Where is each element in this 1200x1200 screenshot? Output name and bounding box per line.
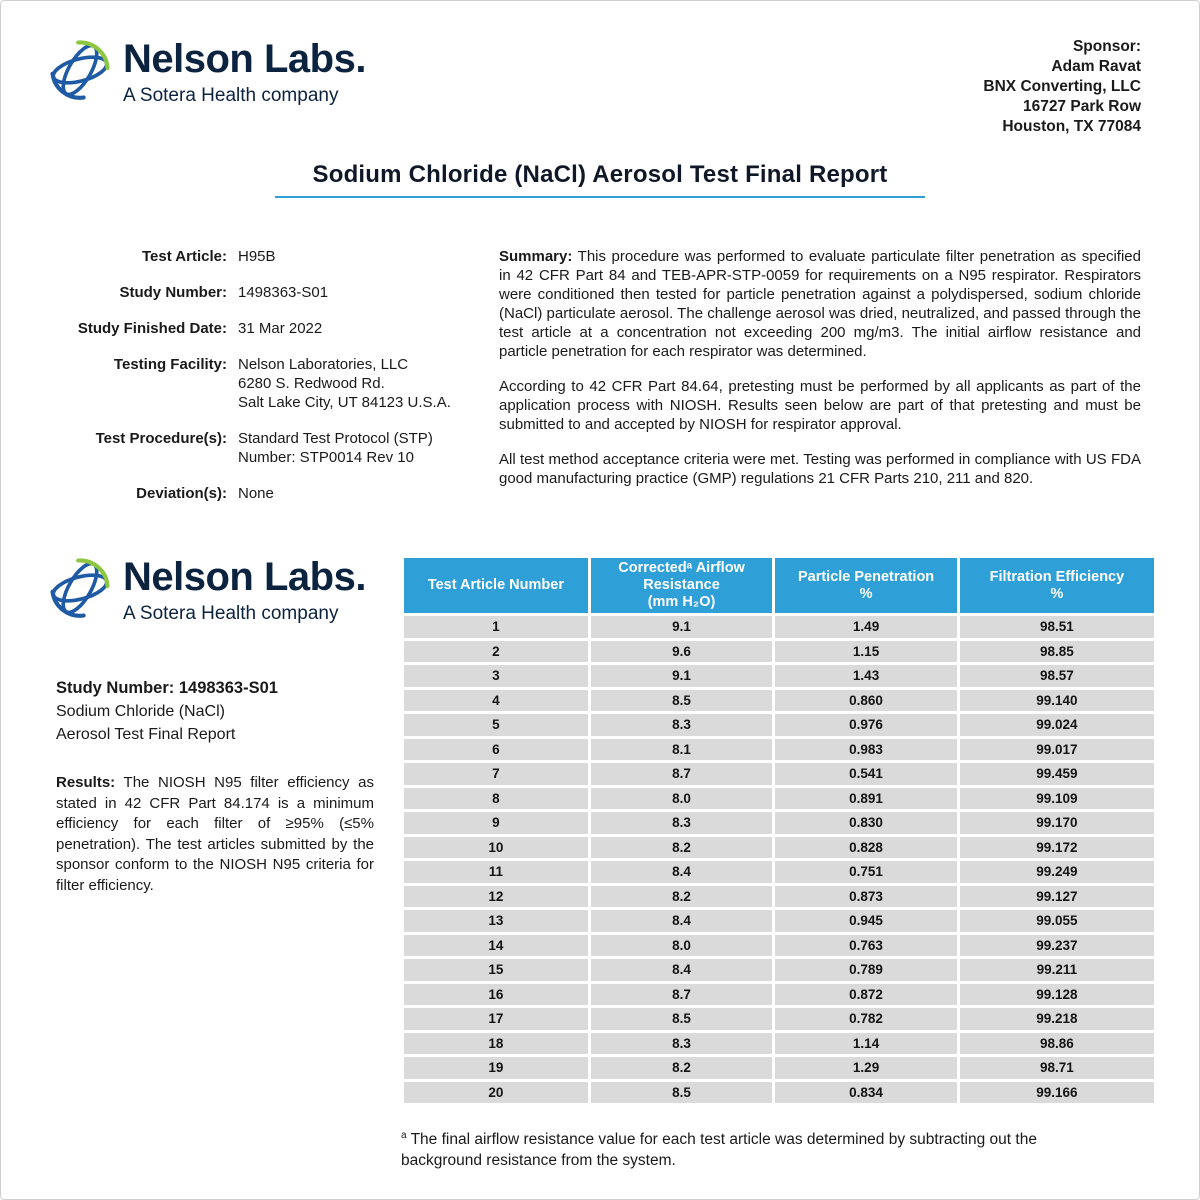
- table-cell: 8.4: [591, 910, 773, 932]
- column-header: [960, 558, 1154, 613]
- sponsor-label: Sponsor:: [1072, 38, 1141, 55]
- table-cell: 8.3: [591, 1033, 773, 1055]
- logo-text: [123, 555, 366, 625]
- table-cell: 8.3: [591, 714, 773, 736]
- table-cell: 99.109: [960, 788, 1154, 810]
- table-cell: 1.29: [775, 1057, 957, 1079]
- logo-wordmark: Nelson Labs.: [123, 555, 366, 599]
- table-cell: 0.983: [775, 739, 957, 761]
- table-cell: 19: [404, 1057, 588, 1079]
- table-cell: 8.4: [591, 861, 773, 883]
- table-cell: 99.249: [960, 861, 1154, 883]
- table-cell: 20: [404, 1082, 588, 1104]
- page-title: Sodium Chloride (NaCl) Aerosol Test Final Report: [312, 161, 888, 188]
- table-cell: 8.2: [591, 886, 773, 908]
- table-cell: 99.218: [960, 1008, 1154, 1030]
- nelson-labs-logo-second: [47, 555, 366, 625]
- table-cell: 12: [404, 886, 588, 908]
- table-cell: 7: [404, 763, 588, 785]
- table-cell: 14: [404, 935, 588, 957]
- footnote-text: The final airflow resistance value for each test article was determined by subtracting out the background resistance from the system.: [401, 1131, 1037, 1170]
- table-cell: 8.4: [591, 959, 773, 981]
- info-field: [49, 429, 475, 467]
- table-cell: 13: [404, 910, 588, 932]
- nelson-labs-logo: [47, 37, 366, 107]
- column-header-line: %: [859, 585, 873, 602]
- column-header-line: Filtration Efficiency: [989, 568, 1125, 585]
- table-cell: 9.1: [591, 616, 773, 638]
- logo-wordmark: Nelson Labs.: [123, 37, 366, 81]
- summary-label: Summary:: [499, 248, 573, 265]
- logo-tagline: A Sotera Health company: [123, 603, 339, 624]
- table-row: [404, 910, 1154, 932]
- table-row: [404, 665, 1154, 687]
- results-label: Results:: [56, 774, 116, 791]
- table-row: [404, 763, 1154, 785]
- table-cell: 99.459: [960, 763, 1154, 785]
- column-header-line: Resistance: [643, 577, 720, 593]
- sponsor-line: 16727 Park Row: [1022, 98, 1141, 115]
- info-field: [49, 355, 475, 412]
- table-cell: 99.140: [960, 690, 1154, 712]
- table-cell: 4: [404, 690, 588, 712]
- table-cell: 9.1: [591, 665, 773, 687]
- table-cell: 0.891: [775, 788, 957, 810]
- column-header-line: Correctedᵃ Airflow: [618, 560, 745, 576]
- summary-block: [499, 247, 1141, 504]
- field-label: Test Procedure(s):: [95, 430, 227, 447]
- table-cell: 99.170: [960, 812, 1154, 834]
- table-row: [404, 1033, 1154, 1055]
- table-cell: 0.828: [775, 837, 957, 859]
- table-row: [404, 1008, 1154, 1030]
- table-cell: 8.5: [591, 690, 773, 712]
- table-row: [404, 984, 1154, 1006]
- sponsor-line: Houston, TX 77084: [1002, 118, 1141, 135]
- table-cell: 8.0: [591, 935, 773, 957]
- results-table-section: [401, 555, 1157, 1106]
- table-cell: 0.834: [775, 1082, 957, 1104]
- table-cell: 8.0: [591, 788, 773, 810]
- table-cell: 6: [404, 739, 588, 761]
- table-cell: 99.055: [960, 910, 1154, 932]
- table-row: [404, 861, 1154, 883]
- info-field: [49, 247, 475, 266]
- column-header: [404, 558, 588, 613]
- table-cell: 2: [404, 641, 588, 663]
- table-cell: 98.86: [960, 1033, 1154, 1055]
- summary-text-1: This procedure was performed to evaluate particulate filter penetration as specified in 42 CFR Part 84 and TEB-APR-STP-0059 for requirements on a N95 respirator. Respirators were conditioned then tested for particle penetration against a polydispersed, sodium chloride (NaCl) particulate aerosol. The challenge aerosol was dried, neutralized, and passed through the test article at a concentration not exceeding 200 mg/m3. The initial airflow resistance and particle penetration for each respirator was determined.: [499, 248, 1141, 360]
- field-value: [238, 283, 328, 302]
- table-row: [404, 739, 1154, 761]
- table-cell: 8.7: [591, 984, 773, 1006]
- field-value-line: 6280 S. Redwood Rd.: [238, 375, 385, 392]
- info-field: [49, 484, 475, 503]
- summary-paragraph-1: [499, 247, 1141, 361]
- table-row: [404, 1057, 1154, 1079]
- table-row: [404, 837, 1154, 859]
- sponsor-line: Adam Ravat: [1051, 58, 1141, 75]
- summary-paragraph-2: According to 42 CFR Part 84.64, pretesting must be performed by all applicants as part of the application process with NIOSH. Results seen below are part of that pretesting and must be submitted to and accepted by NIOSH for respirator approval.: [499, 378, 1141, 433]
- field-value: [238, 355, 451, 412]
- logo-tagline: A Sotera Health company: [123, 85, 339, 106]
- table-cell: 0.976: [775, 714, 957, 736]
- table-cell: 0.860: [775, 690, 957, 712]
- title-underline: [275, 196, 925, 198]
- table-cell: 8.5: [591, 1008, 773, 1030]
- table-cell: 11: [404, 861, 588, 883]
- info-field: [49, 319, 475, 338]
- table-cell: 0.945: [775, 910, 957, 932]
- table-cell: 98.85: [960, 641, 1154, 663]
- field-value: [238, 484, 274, 503]
- table-cell: 3: [404, 665, 588, 687]
- field-value-line: Nelson Laboratories, LLC: [238, 356, 409, 373]
- table-footnote: [401, 1125, 1111, 1171]
- table-cell: 0.873: [775, 886, 957, 908]
- table-cell: 99.166: [960, 1082, 1154, 1104]
- field-value-line: Salt Lake City, UT 84123 U.S.A.: [238, 394, 451, 411]
- table-cell: 16: [404, 984, 588, 1006]
- table-cell: 9: [404, 812, 588, 834]
- nelson-labs-logo-icon: [47, 37, 113, 103]
- results-table-body: [404, 616, 1154, 1103]
- table-row: [404, 935, 1154, 957]
- results-text: The NIOSH N95 filter efficiency as stated in 42 CFR Part 84.174 is a minimum efficiency for each filter of ≥95% (≤5% penetration). The test articles submitted by the sponsor conform to the NIOSH N95 criteria for filter efficiency.: [56, 774, 374, 894]
- table-cell: 1.43: [775, 665, 957, 687]
- field-value-line: 31 Mar 2022: [238, 320, 323, 337]
- table-cell: 99.237: [960, 935, 1154, 957]
- table-cell: 99.128: [960, 984, 1154, 1006]
- table-cell: 99.172: [960, 837, 1154, 859]
- table-cell: 8.2: [591, 837, 773, 859]
- table-cell: 9.6: [591, 641, 773, 663]
- table-cell: 8.2: [591, 1057, 773, 1079]
- study-number: Study Number: 1498363-S01: [56, 679, 278, 697]
- footnote-marker: a: [401, 1130, 407, 1141]
- table-cell: 99.127: [960, 886, 1154, 908]
- study-subtitle-2: Aerosol Test Final Report: [56, 726, 236, 743]
- sponsor-block: [983, 37, 1141, 137]
- table-cell: 1.15: [775, 641, 957, 663]
- table-cell: 8: [404, 788, 588, 810]
- table-cell: 0.541: [775, 763, 957, 785]
- table-cell: 8.7: [591, 763, 773, 785]
- table-cell: 0.782: [775, 1008, 957, 1030]
- table-row: [404, 812, 1154, 834]
- field-label: Study Number:: [119, 284, 227, 301]
- table-row: [404, 886, 1154, 908]
- table-cell: 10: [404, 837, 588, 859]
- results-table: [401, 555, 1157, 1106]
- info-fields: [49, 247, 475, 520]
- study-block: [56, 677, 278, 746]
- table-cell: 0.751: [775, 861, 957, 883]
- table-row: [404, 1082, 1154, 1104]
- table-cell: 99.017: [960, 739, 1154, 761]
- table-cell: 1: [404, 616, 588, 638]
- logo-text: [123, 37, 366, 107]
- table-cell: 99.024: [960, 714, 1154, 736]
- table-cell: 1.49: [775, 616, 957, 638]
- column-header-line: (mm H₂O): [647, 594, 716, 610]
- table-row: [404, 788, 1154, 810]
- column-header-line: %: [1050, 585, 1064, 602]
- table-cell: 18: [404, 1033, 588, 1055]
- table-row: [404, 641, 1154, 663]
- table-header-row: [404, 558, 1154, 613]
- study-subtitle-1: Sodium Chloride (NaCl): [56, 703, 225, 720]
- field-value-line: Number: STP0014 Rev 10: [238, 449, 414, 466]
- column-header-line: Test Article Number: [427, 577, 564, 593]
- table-cell: 5: [404, 714, 588, 736]
- table-row: [404, 690, 1154, 712]
- field-label: Deviation(s):: [136, 485, 227, 502]
- table-row: [404, 959, 1154, 981]
- table-row: [404, 714, 1154, 736]
- nelson-labs-logo-icon: [47, 555, 113, 621]
- table-cell: 8.5: [591, 1082, 773, 1104]
- column-header-line: Particle Penetration: [797, 568, 935, 585]
- table-cell: 1.14: [775, 1033, 957, 1055]
- table-cell: 0.872: [775, 984, 957, 1006]
- field-value-line: None: [238, 485, 274, 502]
- table-cell: 0.763: [775, 935, 957, 957]
- table-row: [404, 616, 1154, 638]
- info-field: [49, 283, 475, 302]
- field-value-line: Standard Test Protocol (STP): [238, 430, 433, 447]
- table-cell: 8.3: [591, 812, 773, 834]
- table-cell: 98.51: [960, 616, 1154, 638]
- table-cell: 98.57: [960, 665, 1154, 687]
- sponsor-line: BNX Converting, LLC: [983, 78, 1141, 95]
- field-label: Test Article:: [141, 248, 227, 265]
- field-value: [238, 247, 276, 266]
- table-cell: 98.71: [960, 1057, 1154, 1079]
- field-value-line: H95B: [238, 248, 276, 265]
- table-cell: 17: [404, 1008, 588, 1030]
- field-label: Testing Facility:: [113, 356, 227, 373]
- field-value: [238, 319, 322, 338]
- table-cell: 99.211: [960, 959, 1154, 981]
- results-paragraph: [56, 773, 374, 896]
- field-label: Study Finished Date:: [77, 320, 227, 337]
- table-cell: 8.1: [591, 739, 773, 761]
- table-cell: 0.789: [775, 959, 957, 981]
- column-header: [775, 558, 957, 613]
- field-value: [238, 429, 433, 467]
- table-cell: 15: [404, 959, 588, 981]
- summary-paragraph-3: All test method acceptance criteria were met. Testing was performed in compliance with US FDA good manufacturing practice (GMP) regulations 21 CFR Parts 210, 211 and 820.: [499, 451, 1141, 487]
- field-value-line: 1498363-S01: [238, 284, 329, 301]
- title-section: [1, 161, 1199, 198]
- column-header: [591, 558, 773, 613]
- table-cell: 0.830: [775, 812, 957, 834]
